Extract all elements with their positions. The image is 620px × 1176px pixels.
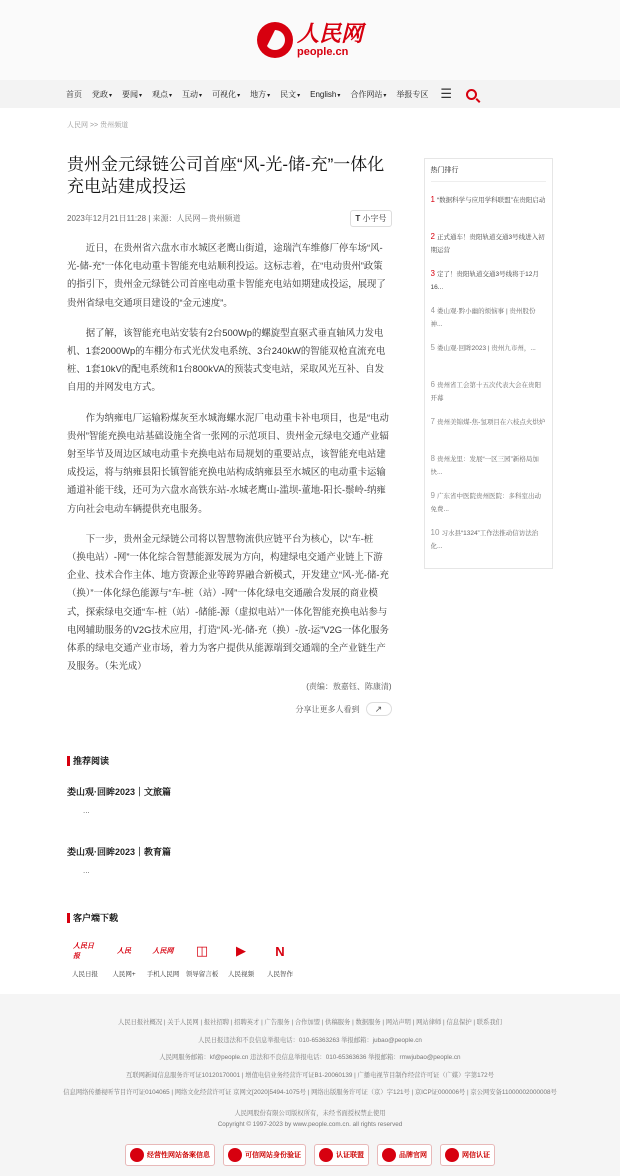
hot-item-rank: 6 <box>430 380 435 389</box>
share-label: 分享让更多人看到 <box>295 704 360 714</box>
app-item[interactable] <box>223 939 259 978</box>
mobile-people-icon: 人民网 <box>152 946 174 956</box>
people-logo-icon <box>257 22 293 58</box>
footer-badge-text: 品牌官网 <box>399 1151 427 1159</box>
brand-site-icon <box>382 1148 396 1162</box>
chevron-down-icon: ▾ <box>199 92 203 99</box>
chevron-down-icon: ▾ <box>383 92 387 99</box>
nav-item-3[interactable] <box>152 89 172 100</box>
nav-item-label: 观点 <box>152 89 169 99</box>
share-icon: ↗ <box>374 703 383 714</box>
hot-item-text: 广东省中医院贵州医院：多科室出动免费... <box>430 493 541 513</box>
app-download-section <box>0 913 620 978</box>
font-size-label: 小字号 <box>362 214 387 223</box>
hot-item-text: “数据科学与应用学科联盟”在贵阳启动 <box>436 197 546 204</box>
app-item-label: 人民视频 <box>228 971 254 979</box>
nav-item-label: 首页 <box>66 89 82 99</box>
chevron-down-icon: ▾ <box>139 92 143 99</box>
app-item[interactable] <box>67 939 103 978</box>
hot-item-rank: 1 <box>430 195 435 204</box>
beian-icon <box>130 1148 144 1162</box>
footer-badge-text: 可信网站身份验证 <box>245 1151 301 1159</box>
hot-item-rank: 3 <box>430 269 435 278</box>
nav-item-label: 举报专区 <box>396 89 429 99</box>
chevron-down-icon: ▾ <box>337 92 341 99</box>
app-item-label: 领导留言板 <box>185 971 219 979</box>
recommend-item-title[interactable]: 娄山观·回眸2023｜教育篇 <box>67 847 172 858</box>
hot-item[interactable] <box>431 453 546 490</box>
nav-item-0[interactable] <box>66 89 82 100</box>
recommend-item-title[interactable]: 娄山观·回眸2023｜文旅篇 <box>67 787 172 798</box>
recommend-title: 推荐阅读 <box>67 756 553 766</box>
footer-badge[interactable] <box>125 1144 215 1166</box>
hot-item[interactable] <box>431 231 546 268</box>
hot-item-rank: 7 <box>430 417 435 426</box>
app-item-label: 人民网+ <box>112 971 136 979</box>
article-paragraph: 近日，在贵州省六盘水市水城区老鹰山街道，途瑞汽车维修厂停车场“风-光-储-充”一体化电动重卡智能充电站顺利投运。这标志着，在“电动贵州”政策的指引下，贵州金元绿链公司首座电动重卡智能充电站如期建成投运，展现了贵州省绿电交通项目建设的“金元速度”。 <box>67 242 386 308</box>
hot-item[interactable] <box>431 490 546 527</box>
app-item-label: 人民智作 <box>267 971 293 979</box>
cert-union-icon <box>319 1148 333 1162</box>
share-button[interactable] <box>366 702 392 716</box>
site-header <box>0 0 620 80</box>
hot-item[interactable] <box>431 342 546 379</box>
footer-badge-text: 经营性网站备案信息 <box>147 1151 210 1159</box>
hot-item[interactable] <box>431 268 546 305</box>
article-paragraph: 下一步，贵州金元绿链公司将以智慧物流供应链平台为核心，以“车-桩（换电站）-网”一体化综合智慧能源发展为方向，构建绿电交通产业链上下游企业、技术合作主体、地方资源企业等跨界融合新模式，开发建立“风-光-储-充（换）”一体化绿色能源与“车-桩（站）-网”一体化绿电交通融合发展的商业模式，探索绿电交通“车-桩（站）-储能-源（虚拟电站）”一体化智能充换电站参与电网辅助服务的V2G技术应用，打造“风-光-储-充（换）-放-运”V2G一体化服务体系的绿电交通产业市场，着力为客户提供从能源端到交通端的全产业链生产及服务。（朱光成） <box>67 532 389 672</box>
footer <box>0 994 620 1176</box>
footer-badge[interactable] <box>314 1144 369 1166</box>
footer-line: 互联网新闻信息服务许可证10120170001 | 增值电信业务经营许可证B1-20060139 | 广播电视节目制作经营许可证（广媒）字第172号 <box>126 1071 494 1079</box>
hot-item-text: 贵州龙里：发展“一区三园”新格局加快... <box>430 456 539 476</box>
app-item[interactable] <box>145 939 181 978</box>
hot-item-rank: 4 <box>430 306 435 315</box>
footer-line: 人民日报违法和不良信息举报电话：010-65363263 举报邮箱：jubao@people.cn <box>198 1036 422 1044</box>
nav-item-1[interactable] <box>92 89 112 100</box>
main-nav <box>0 80 620 108</box>
hot-item-rank: 8 <box>430 454 435 463</box>
nav-item-7[interactable] <box>280 89 300 100</box>
font-size-button[interactable] <box>350 210 391 227</box>
message-board-icon: ◫ <box>195 943 209 959</box>
nav-item-label: 民文 <box>280 89 297 99</box>
people-plus-icon: 人民 <box>117 946 131 956</box>
hot-item-rank: 5 <box>430 343 435 352</box>
hot-item[interactable] <box>431 194 546 231</box>
recommend-item <box>67 785 553 815</box>
chevron-down-icon: ▾ <box>297 92 301 99</box>
nav-item-label: 党政 <box>92 89 108 99</box>
footer-line: 人民网服务邮箱：kf@people.cn 违法和不良信息举报电话：010-65363636 举报邮箱：rmwjubao@people.cn <box>159 1054 461 1062</box>
app-item-label: 手机人民网 <box>146 971 180 979</box>
article-meta: 2023年12月21日11:28 | 来源：人民网－贵州频道 <box>67 214 241 223</box>
article-paragraph: 作为纳雍电厂运输粉煤灰至水城海螺水泥厂电动重卡补电项目，也是“电动贵州”智能充换电站基础设施全省一张网的示范项目、贵州金元绿电交通产业辐射至毕节及周边区域电动重卡充换电站布局规划的重要站点，该智能充电站建成投运，将与纳雍县阳长镇智能充换电站构成纳雍县至水城区的电动重卡运输通道补能干线，还可为六盘水高铁东站-水城老鹰山-滥坝-董地-阳长-鬃岭-纳雍方向社会电动车辆提供充电服务。 <box>67 411 389 514</box>
app-item[interactable] <box>262 939 298 978</box>
footer-line: 信息网络传播视听节目许可证0104065 | 网络文化经营许可证 京网文[2020]5494-1075号 | 网络出版服务许可证（京）字121号 | 京ICP证000006号 | 京公网安备11000002000008号 <box>63 1089 557 1097</box>
hot-item[interactable] <box>431 416 546 453</box>
nav-item-label: 地方 <box>250 89 267 99</box>
recommend-item <box>67 845 553 875</box>
footer-badge[interactable] <box>223 1144 306 1166</box>
footer-badge-text: 网信认证 <box>462 1151 490 1159</box>
nav-item-label: 可视化 <box>212 89 237 99</box>
app-item[interactable] <box>106 939 142 978</box>
people-logo[interactable] <box>257 22 363 58</box>
article-editor: (责编：敖嘉钰、陈康清) <box>306 682 392 692</box>
article-paragraph: 据了解，该智能充电站安装有2台500Wp的螺旋型直驱式垂直轴风力发电机、1套2000Wp的车棚分布式光伏发电系统、3台240kW的智能双枪直流充电桩、1套10kV的配电系统和1台800kVA的预装式变电站，采取风光互补、自发自用的并网发电方式。 <box>67 326 386 393</box>
hot-item-text: 贵州省工会第十五次代表大会在贵阳开幕 <box>430 382 541 402</box>
recommend-section <box>0 756 620 875</box>
hot-item-text: 贵州美锦煤-焦-氢项目在六枝点火烘炉 <box>436 419 546 426</box>
nav-item-9[interactable] <box>350 89 386 100</box>
nav-item-label: English <box>310 89 337 99</box>
chevron-down-icon: ▾ <box>109 92 113 99</box>
hot-item-rank: 9 <box>430 491 435 500</box>
logo-english-text: people.cn <box>296 46 349 58</box>
hot-item[interactable] <box>431 305 546 342</box>
app-download-title: 客户端下载 <box>67 913 553 923</box>
app-item[interactable] <box>184 939 220 978</box>
hot-item-rank: 2 <box>430 232 435 241</box>
hot-item-text: 正式通车！贵阳轨道交通3号线进入初期运营 <box>430 234 545 254</box>
hot-item-text: 定了！贵阳轨道交通3号线将于12月16... <box>430 271 539 291</box>
article-title: 贵州金元绿链公司首座“风-光-储-充”一体化充电站建成投运 <box>67 155 385 196</box>
footer-line: 人民日报社概况 | 关于人民网 | 报社招聘 | 招聘英才 | 广告服务 | 合作加盟 | 供稿服务 | 数据服务 | 网站声明 | 网站律师 | 信息保护 | 联系我们 <box>118 1019 502 1027</box>
chevron-down-icon: ▾ <box>267 92 271 99</box>
footer-badge[interactable] <box>440 1144 495 1166</box>
cyber-cert-icon <box>445 1148 459 1162</box>
video-play-icon: ▶ <box>236 943 246 959</box>
nav-item-10[interactable] <box>396 89 428 100</box>
footer-badge[interactable] <box>377 1144 432 1166</box>
nav-item-4[interactable] <box>182 89 202 100</box>
chevron-down-icon: ▾ <box>169 92 173 99</box>
logo-chinese-text: 人民网 <box>296 21 363 47</box>
people-daily-icon: 人民日报 <box>73 941 94 961</box>
chevron-down-icon: ▾ <box>237 92 241 99</box>
hot-ranking-title: 热门排行 <box>431 165 546 182</box>
font-size-icon: T <box>355 214 361 223</box>
search-icon[interactable] <box>466 89 477 100</box>
article <box>67 154 392 716</box>
nav-item-5[interactable] <box>212 89 240 100</box>
hot-item-text: 娄山观·回眸2023 | 贵州九市州，... <box>436 345 536 352</box>
nav-item-6[interactable] <box>250 89 270 100</box>
hamburger-icon[interactable]: ☰ <box>440 86 453 101</box>
hot-item[interactable] <box>431 527 546 564</box>
breadcrumb[interactable]: 人民网 >> 贵州频道 <box>67 122 129 129</box>
footer-line: Copyright © 1997-2023 by www.people.com.cn. all rights reserved <box>217 1120 403 1128</box>
article-body <box>67 239 392 675</box>
trusted-site-icon <box>228 1148 242 1162</box>
nav-item-label: 要闻 <box>122 89 139 99</box>
recommend-item-summary: ... <box>83 866 90 876</box>
footer-badge-text: 认证联盟 <box>336 1151 364 1159</box>
hot-item[interactable] <box>431 379 546 416</box>
nav-item-label: 互动 <box>182 89 199 99</box>
hot-item-rank: 10 <box>430 528 440 537</box>
nav-item-8[interactable] <box>310 90 340 99</box>
footer-line: 人民网股份有限公司版权所有，未经书面授权禁止使用 <box>234 1109 386 1117</box>
nav-item-label: 合作网站 <box>350 89 383 99</box>
hot-ranking <box>424 158 553 569</box>
recommend-item-summary: ... <box>83 806 90 816</box>
nav-item-2[interactable] <box>122 89 142 100</box>
app-item-label: 人民日报 <box>72 971 98 979</box>
zhizuo-icon: N <box>275 943 285 959</box>
hot-item-text: 习水县“1324”工作法推动信访法治化... <box>430 530 539 550</box>
hot-item-text: 娄山观·黔小幽的烦恼事 | 贵州股份神... <box>430 308 536 328</box>
share-bar <box>67 702 392 716</box>
